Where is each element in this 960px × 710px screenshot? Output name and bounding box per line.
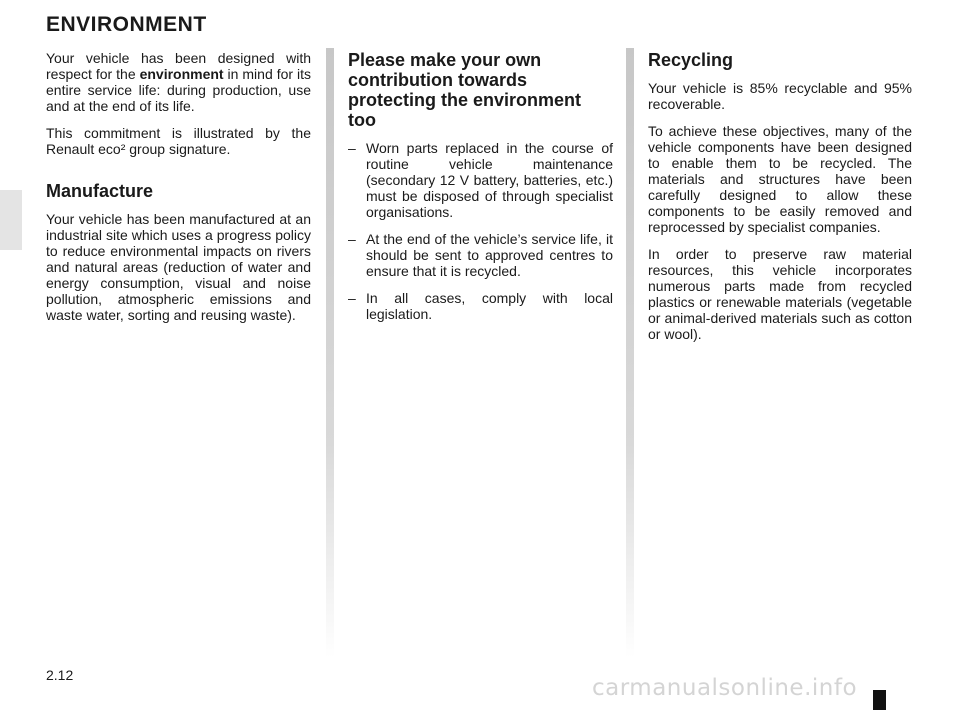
manufacture-paragraph: Your vehicle has been manufactured at an industrial site which uses a progress policy to reduce environmental impacts on rivers and natural areas (reduction of water and energy consumption, visual and noise pollution, atmospheric emissions and waste water, sorting and reusing waste). bbox=[46, 211, 311, 323]
bullet-dash: – bbox=[348, 231, 356, 247]
list-item-text: At the end of the vehicle’s service life, it should be sent to approved centres to ensure that it is recycled. bbox=[366, 231, 613, 279]
list-item bbox=[348, 231, 613, 279]
bullet-dash: – bbox=[348, 290, 356, 306]
recycling-paragraph-2: To achieve these objectives, many of the vehicle components have been designed to enable them to be recycled. The materials and structures have been carefully designed to allow these components to be easily removed and reprocessed by specialist companies. bbox=[648, 123, 912, 235]
intro-text-start: Your vehicle has been designed with respect for the bbox=[46, 50, 311, 82]
page-number: 2.12 bbox=[46, 667, 74, 683]
watermark-text: carmanualsonline.info bbox=[592, 675, 858, 701]
column-divider bbox=[326, 48, 334, 658]
list-item-text: Worn parts replaced in the course of routine vehicle maintenance (secondary 12 V battery, batteries, etc.) must be disposed of through specialist organisations. bbox=[366, 140, 613, 220]
column-intro bbox=[46, 50, 311, 334]
contribution-heading: Please make your own contribution towards protecting the environment too bbox=[348, 50, 582, 130]
list-item bbox=[348, 290, 613, 322]
commitment-paragraph: This commitment is illustrated by the Renault eco² group signature. bbox=[46, 125, 311, 157]
contribution-list bbox=[348, 140, 613, 322]
column-divider bbox=[626, 48, 634, 658]
recycling-paragraph-1: Your vehicle is 85% recyclable and 95% recoverable. bbox=[648, 80, 912, 112]
section-tab-marker bbox=[0, 190, 22, 250]
column-recycling bbox=[648, 50, 912, 353]
intro-text-end: in mind for its entire service life: during production, use and at the end of its life. bbox=[46, 66, 311, 114]
column-contribution bbox=[348, 50, 613, 333]
recycling-paragraph-3: In order to preserve raw material resources, this vehicle incorporates numerous parts made from recycled plastics or renewable materials (vegetable or animal-derived materials such as cotton or wool). bbox=[648, 246, 912, 342]
intro-keyword-environment: environment bbox=[139, 66, 224, 82]
list-item bbox=[348, 140, 613, 220]
bullet-dash: – bbox=[348, 140, 356, 156]
manufacture-heading: Manufacture bbox=[46, 181, 154, 201]
list-item-text: In all cases, comply with local legislation. bbox=[366, 290, 613, 322]
intro-paragraph bbox=[46, 50, 311, 114]
recycling-heading: Recycling bbox=[648, 50, 734, 70]
page-title: ENVIRONMENT bbox=[46, 13, 207, 36]
corner-bleed-mark bbox=[873, 690, 886, 710]
